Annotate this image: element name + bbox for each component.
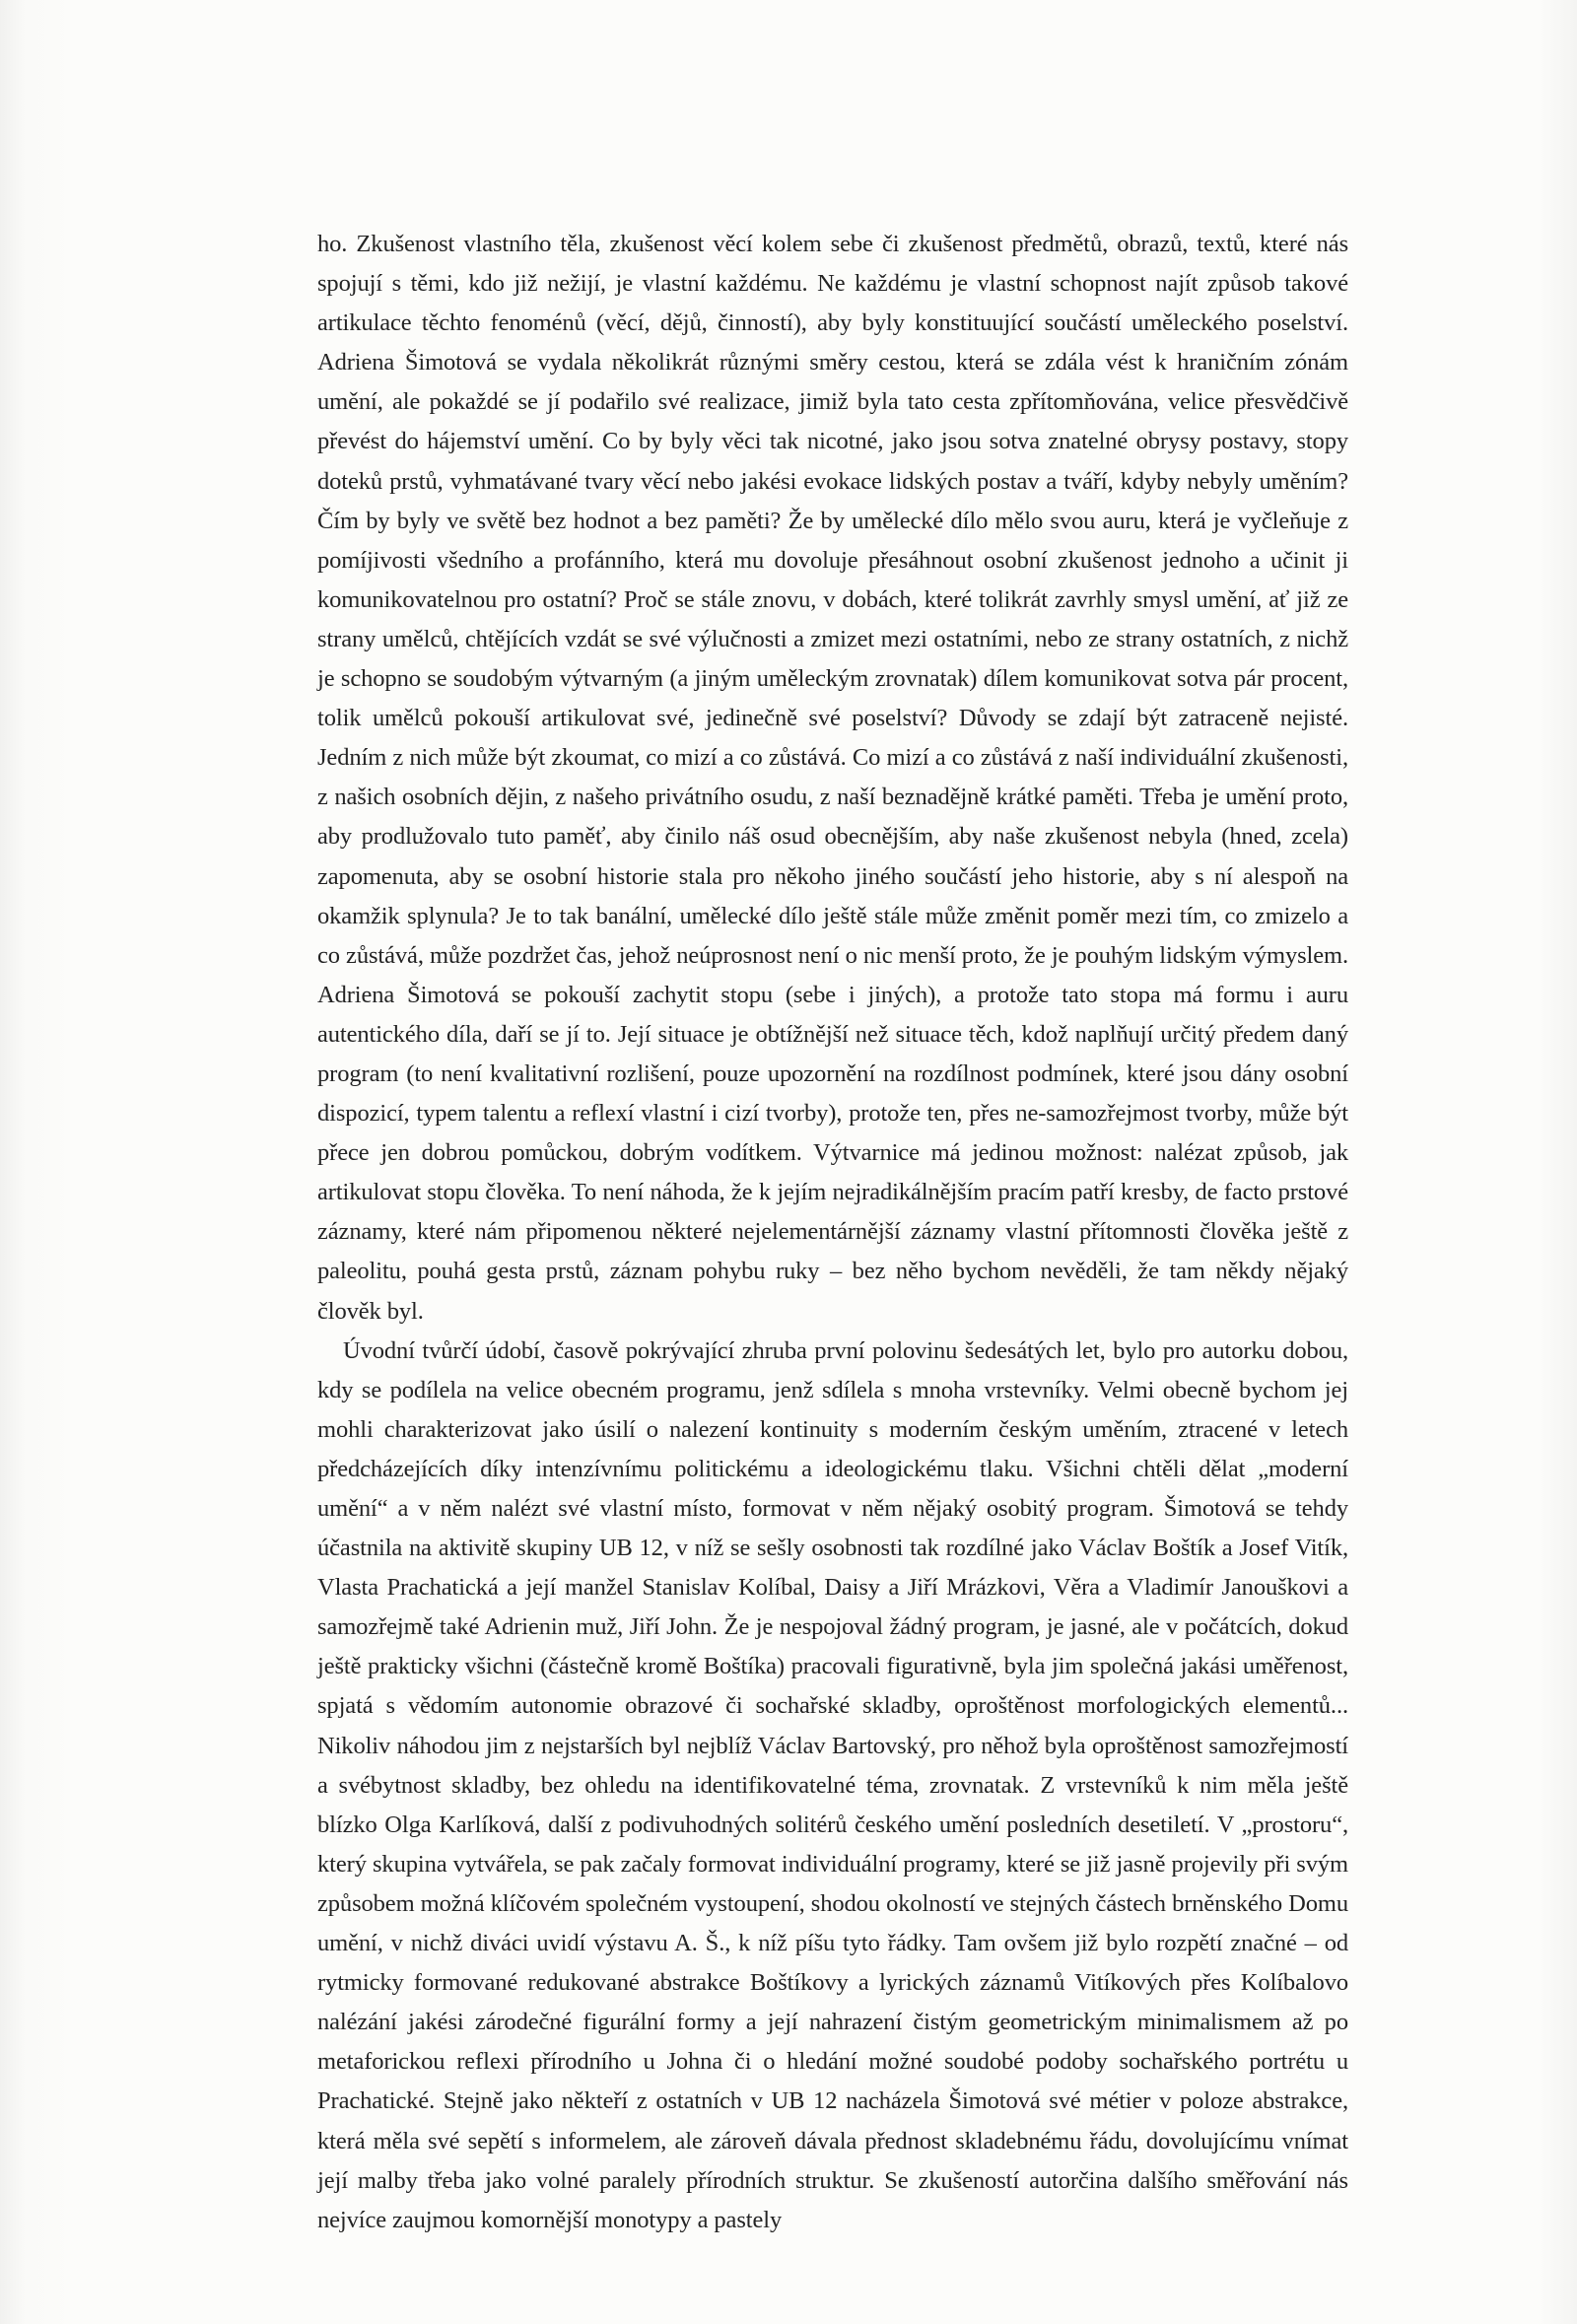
paragraph-2: Úvodní tvůrčí údobí, časově pokrývající zhruba první polovinu šedesátých let, bylo pro autorku dobou, kdy se podílela na velice obecném programu, jenž sdílela s mnoha vrstevníky. Velmi obecně bychom jej mohli charakterizovat jako úsilí o nalezení kontinuity s moderním českým uměním, ztracené v letech předcházejících díky intenzívnímu politickému a ideologickému tlaku. Všichni chtěli dělat „moderní umění“ a v něm nalézt své vlastní místo, formovat v něm nějaký osobitý program. Šimotová se tehdy účastnila na aktivitě skupiny UB 12, v níž se sešly osobnosti tak rozdílné jako Václav Boštík a Josef Vitík, Vlasta Prachatická a její manžel Stanislav Kolíbal, Daisy a Jiří Mrázkovi, Věra a Vladimír Janouškovi a samozřejmě také Adrienin muž, Jiří John. Že je nespojoval žádný program, je jasné, ale v počátcích, dokud ještě prakticky všichni (částečně kromě Boštíka) pracovali figurativně, byla jim společná jakási uměřenost, spjatá s vědomím autonomie obrazové či sochařské skladby, oproštěnost morfologických elementů... Nikoliv náhodou jim z nejstarších byl nejblíž Václav Bartovský, pro něhož byla oproštěnost samozřejmostí a svébytnost skladby, bez ohledu na identifikovatelné téma, zrovnatak. Z vrstevníků k nim měla ještě blízko Olga Karlíková, další z podivuhodných solitérů českého umění posledních desetiletí. V „prostoru“, který skupina vytvářela, se pak začaly formovat individuální programy, které se již jasně projevily při svým způsobem možná klíčovém společném vystoupení, shodou okolností ve stejných částech brněnského Domu umění, v nichž diváci uvidí výstavu A. Š., k níž píšu tyto řádky. Tam ovšem již bylo rozpětí značné – od rytmicky formované redukované abstrakce Boštíkovy a lyrických záznamů Vitíkových přes Kolíbalovo nalézání jakési zárodečné figurální formy a její nahrazení čistým geometrickým minimalismem až po metaforickou reflexi přírodního u Johna či o hledání možné soudobé podoby sochařského portrétu u Prachatické. Stejně jako někteří z ostatních v UB 12 nacházela Šimotová své métier v poloze abstrakce, která měla své sepětí s informelem, ale zároveň dávala přednost skladebnému řádu, dovolujícímu vnímat její malby třeba jako volné paralely přírodních struktur. Se zkušeností autorčina dalšího směřování nás nejvíce zaujmou komornější monotypy a pastely	[317, 1336, 1348, 2233]
body-text	[317, 225, 1348, 2240]
paragraph-1: ho. Zkušenost vlastního těla, zkušenost věcí kolem sebe či zkušenost předmětů, obrazů, textů, které nás spojují s těmi, kdo již nežijí, je vlastní každému. Ne každému je vlastní schopnost najít způsob takové artikulace těchto fenoménů (věcí, dějů, činností), aby byly konstituující součástí uměleckého poselství. Adriena Šimotová se vydala několikrát různými směry cestou, která se zdála vést k hraničním zónám umění, ale pokaždé se jí podařilo své realizace, jimiž byla tato cesta zpřítomňována, velice přesvědčivě převést do hájemství umění. Co by byly věci tak nicotné, jako jsou sotva znatelné obrysy postavy, stopy doteků prstů, vyhmatávané tvary věcí nebo jakési evokace lidských postav a tváří, kdyby nebyly uměním? Čím by byly ve světě bez hodnot a bez paměti? Že by umělecké dílo mělo svou auru, která je vyčleňuje z pomíjivosti všedního a profánního, která mu dovoluje přesáhnout osobní zkušenost jednoho a učinit ji komunikovatelnou pro ostatní? Proč se stále znovu, v dobách, které tolikrát zavrhly smysl umění, ať již ze strany umělců, chtějících vzdát se své výlučnosti a zmizet mezi ostatními, nebo ze strany ostatních, z nichž je schopno se soudobým výtvarným (a jiným uměleckým zrovnatak) dílem komunikovat sotva pár procent, tolik umělců pokouší artikulovat své, jedinečně své poselství? Důvody se zdají být zatraceně nejisté. Jedním z nich může být zkoumat, co mizí a co zůstává. Co mizí a co zůstává z naší individuální zkušenosti, z našich osobních dějin, z našeho privátního osudu, z naší beznadějně krátké paměti. Třeba je umění proto, aby prodlužovalo tuto paměť, aby činilo náš osud obecnějším, aby naše zkušenost nebyla (hned, zcela) zapomenuta, aby se osobní historie stala pro někoho jiného součástí jeho historie, aby s ní alespoň na okamžik splynula? Je to tak banální, umělecké dílo ještě stále může změnit poměr mezi tím, co zmizelo a co zůstává, může pozdržet čas, jehož neúprosnost není o nic menší proto, že je pouhým lidským výmyslem. Adriena Šimotová se pokouší zachytit stopu (sebe i jiných), a protože tato stopa má formu i auru autentického díla, daří se jí to. Její situace je obtížnější než situace těch, kdož naplňují určitý předem daný program (to není kvalitativní rozlišení, pouze upozornění na rozdílnost podmínek, které jsou dány osobní dispozicí, typem talentu a reflexí vlastní i cizí tvorby), protože ten, přes ne-samozřejmost tvorby, může být přece jen dobrou pomůckou, dobrým vodítkem. Výtvarnice má jedinou možnost: nalézat způsob, jak artikulovat stopu člověka. To není náhoda, že k jejím nejradikálnějším pracím patří kresby, de facto prstové záznamy, které nám připomenou některé nejelementárnější záznamy vlastní přítomnosti člověka ještě z paleolitu, pouhá gesta prstů, záznam pohybu ruky – bez něho bychom nevěděli, že tam někdy nějaký člověk byl.	[317, 231, 1348, 1325]
